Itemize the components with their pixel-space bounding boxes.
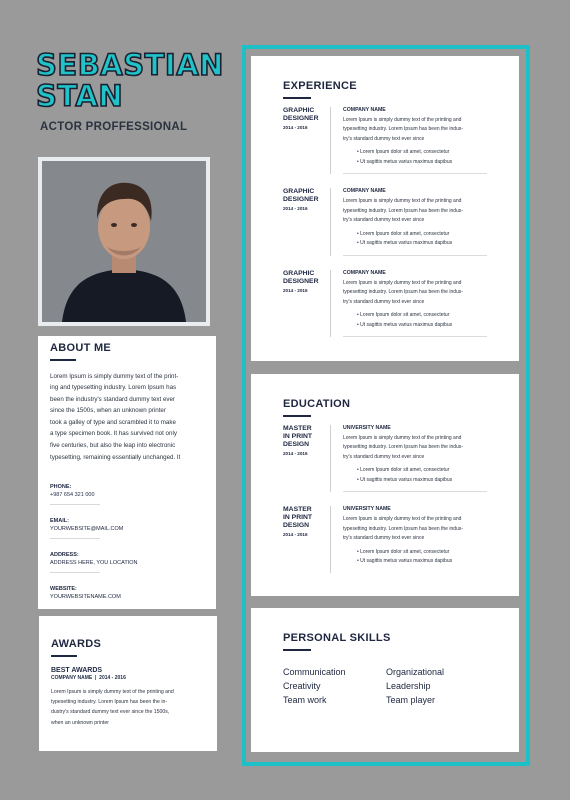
contact-label: EMAIL: <box>50 518 69 525</box>
skill-item: Leadership <box>386 680 431 691</box>
entry-bullets <box>343 311 487 337</box>
award-line: when an unknown printer <box>51 719 109 726</box>
contact-phone <box>50 483 100 505</box>
about-me-card <box>38 336 216 609</box>
candidate-name <box>36 50 224 112</box>
entry-bullets <box>343 548 487 573</box>
desc-line: Lorem Ipsum is simply dummy text of the printing and <box>343 516 462 522</box>
entry-right <box>331 107 487 175</box>
experience-underline <box>283 97 311 99</box>
entry-left <box>283 270 331 338</box>
entry-description <box>343 279 487 308</box>
education-card <box>251 374 519 596</box>
entry-right <box>331 270 487 338</box>
about-line: since the 1500s, when an unknown printer <box>50 407 166 415</box>
experience-entry <box>283 188 487 256</box>
about-line: Lorem Ipsum is simply dummy text of the print- <box>50 372 179 380</box>
experience-entry <box>283 270 487 338</box>
about-me-text <box>50 371 204 464</box>
desc-line: typesetting industry. Lorem Ipsum has been the indus- <box>343 207 463 214</box>
bullet-item: • Lorem Ipsum dolor sit amet, consectetur <box>357 312 450 318</box>
about-me-underline <box>50 359 76 361</box>
entry-left <box>283 188 331 256</box>
bullet-item: • Ut sagittis metus varius maximus dapibus <box>357 558 453 564</box>
about-me-title: ABOUT ME <box>50 342 112 354</box>
awards-underline <box>51 655 77 657</box>
entry-role: MASTER <box>283 506 312 513</box>
entry-description <box>343 434 487 463</box>
entry-role: DESIGNER <box>283 114 319 122</box>
bullet-item: • Ut sagittis metus varius maximus dapibus <box>357 158 453 165</box>
entry-company: COMPANY NAME <box>343 188 386 194</box>
name-line-2: STAN <box>36 79 124 113</box>
entry-date: 2014 - 2016 <box>283 206 308 211</box>
desc-line: Lorem Ipsum is simply dummy text of the printing and <box>343 434 462 441</box>
entry-right <box>331 188 487 256</box>
experience-entry <box>283 107 487 175</box>
contact-value: ADDRESS HERE, YOU LOCATION <box>50 560 138 567</box>
education-entry <box>283 425 487 493</box>
entry-university: UNIVERSITY NAME <box>343 506 391 512</box>
entry-right <box>331 506 487 573</box>
entry-role: DESIGNER <box>283 196 319 203</box>
bullet-item: • Lorem Ipsum dolor sit amet, consectetur <box>357 230 450 237</box>
award-meta: COMPANY NAME | 2014 - 2016 <box>51 674 126 681</box>
experience-title: EXPERIENCE <box>283 80 357 92</box>
entry-role: IN PRINT <box>283 432 313 440</box>
entry-left <box>283 506 331 573</box>
skills-title: PERSONAL SKILLS <box>283 632 391 644</box>
education-title: EDUCATION <box>283 398 351 410</box>
entry-role: DESIGN <box>283 522 310 529</box>
desc-line: try's standard dummy text ever since <box>343 298 425 305</box>
skill-item: Team player <box>386 694 436 705</box>
entry-bullets <box>343 466 487 492</box>
entry-role: GRAPHIC <box>283 269 315 277</box>
award-description <box>51 687 205 729</box>
about-line: five centuries, but also the leap into electronic <box>50 442 176 450</box>
entry-date: 2014 - 2016 <box>283 450 308 456</box>
about-line: been the industry's standard dummy text ever <box>50 395 175 403</box>
skill-item: Creativity <box>283 680 321 691</box>
skills-grid <box>283 667 487 705</box>
skill-item: Team work <box>283 694 327 705</box>
name-line-1: SEBASTIAN <box>36 48 224 82</box>
bullet-item: • Ut sagittis metus varius maximus dapibus <box>357 240 453 246</box>
contact-list <box>50 483 204 606</box>
desc-line: typesetting industry. Lorem Ipsum has been the indus- <box>343 444 463 450</box>
entry-role: MASTER <box>283 424 312 432</box>
profile-photo-frame <box>38 157 210 326</box>
about-line: a type specimen book. It has survived not only <box>50 430 177 438</box>
entry-role: DESIGNER <box>283 277 319 285</box>
entry-description <box>343 197 487 226</box>
desc-line: typesetting industry. Lorem Ipsum has been the indus- <box>343 289 463 295</box>
about-line: ing and typesetting industry. Lorem Ipsum has <box>50 384 177 392</box>
award-name: BEST AWARDS <box>51 666 103 674</box>
awards-title: AWARDS <box>51 638 102 650</box>
desc-line: try's standard dummy text ever since <box>343 535 425 541</box>
education-entries <box>283 425 487 573</box>
entry-role: GRAPHIC <box>283 188 315 195</box>
entry-left <box>283 425 331 493</box>
job-title: ACTOR PROFFESSIONAL <box>40 121 188 133</box>
bullet-item: • Lorem Ipsum dolor sit amet, consectetur <box>357 149 450 155</box>
about-line: took a galley of type and scrambled it to make <box>50 418 176 426</box>
skills-underline <box>283 649 311 651</box>
desc-line: try's standard dummy text ever since <box>343 217 425 223</box>
experience-entries <box>283 107 487 338</box>
contact-value[interactable]: YOURWEBSITE@MAIL.COM <box>50 526 124 533</box>
awards-card <box>39 616 217 751</box>
bullet-item: • Lorem Ipsum dolor sit amet, consectetur <box>357 548 450 555</box>
entry-university: UNIVERSITY NAME <box>343 424 391 431</box>
entry-role: IN PRINT <box>283 514 313 521</box>
contact-email <box>50 517 124 539</box>
entry-left <box>283 107 331 175</box>
desc-line: Lorem Ipsum is simply dummy text of the printing and <box>343 279 462 286</box>
contact-website <box>50 585 121 606</box>
profile-photo <box>42 161 206 322</box>
education-underline <box>283 415 311 417</box>
entry-company: COMPANY NAME <box>343 269 386 276</box>
desc-line: try's standard dummy text ever since <box>343 453 425 460</box>
contact-label: WEBSITE: <box>50 586 77 593</box>
entry-description <box>343 116 487 145</box>
desc-line: try's standard dummy text ever since <box>343 135 425 142</box>
entry-description <box>343 515 487 544</box>
skill-item: Organizational <box>386 666 445 677</box>
entry-bullets <box>343 230 487 256</box>
contact-label: ADDRESS: <box>50 552 79 559</box>
entry-company: COMPANY NAME <box>343 106 386 113</box>
bullet-item: • Ut sagittis metus varius maximus dapibus <box>357 321 453 328</box>
contact-address <box>50 551 138 573</box>
entry-date: 2014 - 2016 <box>283 287 308 293</box>
entry-date: 2014 - 2016 <box>283 532 308 537</box>
education-entry <box>283 506 487 573</box>
entry-date: 2014 - 2016 <box>283 124 308 130</box>
entry-role: DESIGN <box>283 440 310 448</box>
entry-role: GRAPHIC <box>283 106 315 114</box>
desc-line: Lorem Ipsum is simply dummy text of the printing and <box>343 116 462 123</box>
contact-value: +987 654 321 000 <box>50 492 95 499</box>
desc-line: typesetting industry. Lorem Ipsum has been the indus- <box>343 525 463 532</box>
award-line: dustry's standard dummy text ever since the 1500s, <box>51 709 170 716</box>
about-line: typesetting, remaining essentially unchanged. It <box>50 453 181 461</box>
desc-line: Lorem Ipsum is simply dummy text of the printing and <box>343 198 462 204</box>
entry-right <box>331 425 487 493</box>
desc-line: typesetting industry. Lorem Ipsum has been the indus- <box>343 126 463 132</box>
skills-card <box>251 608 519 752</box>
contact-value[interactable]: YOURWEBSITENAME.COM <box>50 594 121 601</box>
skill-item: Communication <box>283 666 346 677</box>
experience-card <box>251 56 519 361</box>
bullet-item: • Lorem Ipsum dolor sit amet, consectetur <box>357 467 450 473</box>
contact-label: PHONE: <box>50 484 72 491</box>
bullet-item: • Ut sagittis metus varius maximus dapibus <box>357 476 453 483</box>
award-line: Lorem Ipsum is simply dummy text of the printing and <box>51 688 174 695</box>
entry-bullets <box>343 148 487 174</box>
award-line: typesetting industry. Lorem Ipsum has been the in- <box>51 698 168 705</box>
